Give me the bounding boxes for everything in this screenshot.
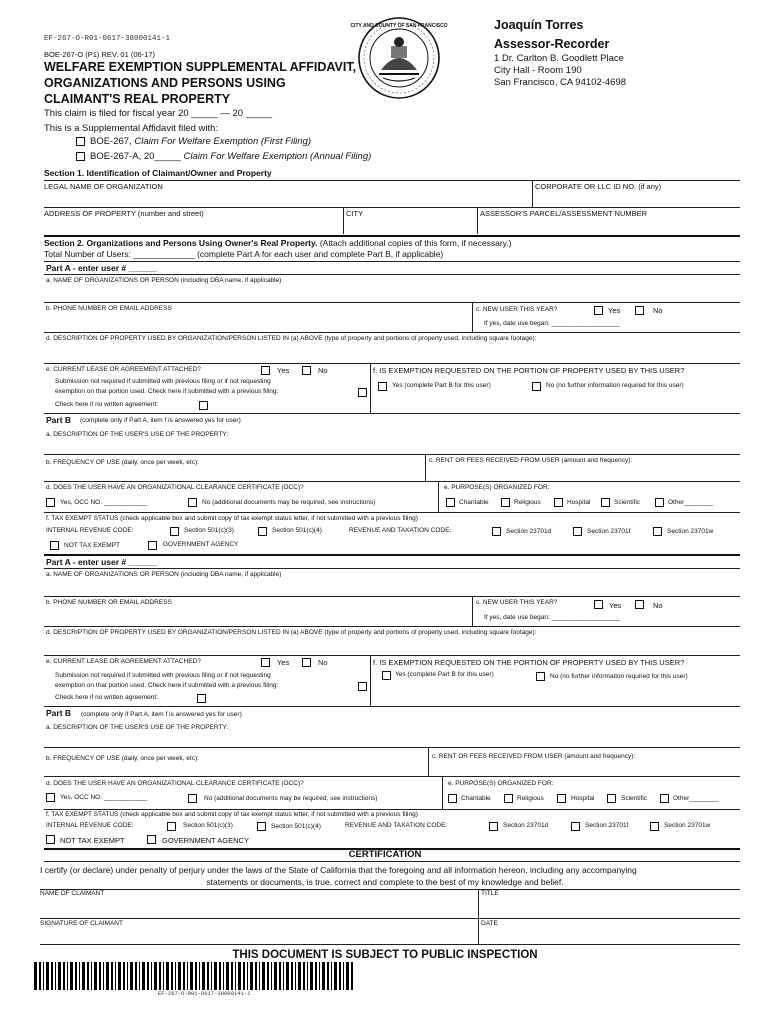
assessor-address-line2: City Hall - Room 190	[494, 65, 582, 76]
charitable-label-2: Charitable	[461, 795, 491, 802]
claimant-title-label: TITLE	[481, 890, 499, 897]
religious-label: Religious	[514, 499, 541, 506]
government-agency-checkbox[interactable]	[148, 541, 157, 550]
exemption-yes-label: Yes (complete Part B for this user)	[392, 382, 491, 389]
lease-yes-label: Yes	[277, 366, 290, 375]
part-a-label-2: Part A - enter user # ______	[46, 557, 157, 567]
new-user-no-checkbox-2[interactable]	[635, 600, 644, 609]
irc-label-2: INTERNAL REVENUE CODE:	[46, 822, 134, 829]
irc-501c3-label: Section 501(c)(3)	[184, 527, 234, 534]
irc-501c4-label-2: Section 501(c)(4)	[271, 823, 321, 830]
frequency-label-2: b. FREQUENCY OF USE (daily, once per week, etc):	[46, 755, 199, 762]
no-written-agreement-checkbox-2[interactable]	[197, 694, 206, 703]
legal-name-label: LEGAL NAME OF ORGANIZATION	[44, 182, 163, 191]
occ-yes-checkbox[interactable]	[46, 498, 55, 507]
boe-267-option: BOE-267, Claim For Welfare Exemption (First Filing)	[90, 136, 312, 147]
rtc-label: REVENUE AND TAXATION CODE:	[349, 527, 452, 534]
lease-note-2-2: exemption on that portion used. Check here if submitted with a previous filing:	[55, 682, 279, 689]
government-agency-label: GOVERNMENT AGENCY	[163, 541, 239, 548]
part-b-label-2: Part B	[46, 708, 72, 718]
hospital-checkbox[interactable]	[554, 498, 563, 507]
not-tax-exempt-label: NOT TAX EXEMPT	[64, 542, 120, 549]
date-use-began: If yes, date use began: ___________________	[484, 320, 621, 327]
assessor-address-line1: 1 Dr. Carlton B. Goodlett Place	[494, 53, 624, 64]
lease-note-3: Check here if no written agreement:	[55, 401, 158, 408]
exemption-requested-label: f. IS EXEMPTION REQUESTED ON THE PORTION OF PROPERTY USED BY THIS USER?	[373, 366, 685, 375]
previous-filing-checkbox-2[interactable]	[358, 682, 367, 691]
irc-501c4-label: Section 501(c)(4)	[272, 527, 322, 534]
occ-label-2: d. DOES THE USER HAVE AN ORGANIZATIONAL CLEARANCE CERTIFICATE (OCC)?	[46, 780, 304, 787]
fiscal-year-line: This claim is filed for fiscal year 20 _____ — 20 _____	[44, 108, 273, 119]
religious-checkbox[interactable]	[501, 498, 510, 507]
exemption-no-label-2: No (no further information required for this user)	[550, 673, 688, 680]
org-name-label-2: a. NAME OF ORGANIZATIONS OR PERSON (including DBA name, if applicable)	[46, 571, 282, 578]
form-code: EF-267-O-R01-0617-38000141-1	[44, 35, 171, 43]
rtc-23701d-label: Section 23701d	[506, 528, 552, 535]
new-user-no-label-2: No	[653, 601, 663, 610]
date-use-began-2: If yes, date use began: ___________________	[484, 614, 621, 621]
assessor-name: Joaquín Torres	[494, 18, 584, 32]
exemption-no-label: No (no further information required for this user)	[546, 382, 684, 389]
new-user-yes-checkbox[interactable]	[594, 306, 603, 315]
lease-note-1: Submission not required if submitted with previous filing or if not requesting	[55, 378, 271, 385]
rtc-23701d-label-2: Section 23701d	[503, 822, 549, 829]
tax-exempt-label: f. TAX EXEMPT STATUS (check applicable box and submit copy of tax exempt status letter, if not submitted with a previous filing)	[46, 515, 418, 522]
rtc-label-2: REVENUE AND TAXATION CODE:	[345, 822, 448, 829]
certification-heading: CERTIFICATION	[348, 849, 422, 860]
government-agency-checkbox-2[interactable]	[147, 835, 156, 844]
scientific-label-2: Scientific	[621, 795, 648, 802]
supplemental-line: This is a Supplemental Affidavit filed with:	[44, 123, 219, 134]
certification-text-line1: I certify (or declare) under penalty of perjury under the laws of the State of California that the foregoing and all information hereon, including any accompanying	[40, 865, 637, 875]
tax-exempt-label-2: f. TAX EXEMPT STATUS (check applicable box and submit copy of tax exempt status letter, if not submitted with a previous filing)	[46, 811, 418, 818]
boe-267-a-option: BOE-267-A, 20_____ Claim For Welfare Exemption (Annual Filing)	[90, 151, 372, 162]
new-user-yes-label: Yes	[608, 306, 621, 315]
rtc-23701f-checkbox-2[interactable]	[571, 822, 580, 831]
new-user-no-label: No	[653, 306, 663, 315]
assessor-address-line3: San Francisco, CA 94102-4698	[494, 77, 627, 88]
hospital-label: Hospital	[567, 499, 591, 506]
rtc-23701w-checkbox[interactable]	[653, 527, 662, 536]
new-user-label-2: c. NEW USER THIS YEAR?	[476, 599, 558, 606]
new-user-label: c. NEW USER THIS YEAR?	[476, 306, 558, 313]
occ-yes-label: Yes, OCC NO. ____________	[60, 499, 148, 506]
religious-checkbox-2[interactable]	[504, 794, 513, 803]
part-b-label: Part B	[46, 415, 72, 425]
no-written-agreement-checkbox[interactable]	[199, 401, 208, 410]
irc-501c4-checkbox[interactable]	[258, 527, 267, 536]
hospital-label-2: Hospital	[571, 795, 595, 802]
property-description-label-2: d. DESCRIPTION OF PROPERTY USED BY ORGANIZATION/PERSON LISTED IN (a) ABOVE (type of property and portions of property used, including square footage):	[46, 629, 537, 636]
exemption-yes-checkbox[interactable]	[378, 382, 387, 391]
other-checkbox-2[interactable]	[660, 794, 669, 803]
irc-501c4-checkbox-2[interactable]	[257, 822, 266, 831]
other-label-2: Other________	[673, 795, 719, 802]
form-title-line1: WELFARE EXEMPTION SUPPLEMENTAL AFFIDAVIT,	[44, 60, 357, 74]
rtc-23701f-label: Section 23701f	[587, 528, 631, 535]
other-checkbox[interactable]	[655, 498, 664, 507]
purposes-label-2: e. PURPOSE(S) ORGANIZED FOR:	[448, 780, 554, 787]
lease-yes-label-2: Yes	[277, 658, 290, 667]
form-title-line3: CLAIMANT'S REAL PROPERTY	[44, 92, 231, 106]
other-label: Other________	[668, 499, 714, 506]
certification-text-line2: statements or documents, is true, correct and complete to the best of my knowledge and belief.	[206, 877, 564, 887]
religious-label-2: Religious	[517, 795, 544, 802]
exemption-requested-label-2: f. IS EXEMPTION REQUESTED ON THE PORTION OF PROPERTY USED BY THIS USER?	[373, 658, 685, 667]
corp-id-label: CORPORATE OR LLC ID NO. (if any)	[535, 182, 662, 191]
phone-email-label-2: b. PHONE NUMBER OR EMAIL ADDRESS	[46, 599, 172, 606]
barcode-caption: EF-267-O-R01-0617-38000141-1	[158, 990, 251, 997]
total-users-line: Total Number of Users: _____________ (complete Part A for each user and complete Part B, if applicable)	[44, 249, 444, 259]
lease-no-checkbox[interactable]	[302, 366, 311, 375]
lease-no-checkbox-2[interactable]	[302, 658, 311, 667]
rtc-23701d-checkbox[interactable]	[492, 527, 501, 536]
city-label: CITY	[346, 209, 364, 218]
charitable-checkbox-2[interactable]	[448, 794, 457, 803]
not-tax-exempt-label-2: NOT TAX EXEMPT	[60, 836, 125, 845]
part-b-note: (complete only if Part A, item f is answered yes for user)	[80, 417, 241, 424]
form-number: BOE-267-O (P1) REV. 01 (06-17)	[44, 50, 156, 59]
boe-267-a-checkbox[interactable]	[76, 152, 85, 161]
scientific-checkbox-2[interactable]	[607, 794, 616, 803]
irc-label: INTERNAL REVENUE CODE:	[46, 527, 134, 534]
occ-yes-label-2: Yes, OCC NO. ____________	[60, 794, 148, 801]
hospital-checkbox-2[interactable]	[557, 794, 566, 803]
form-title-line2: ORGANIZATIONS AND PERSONS USING	[44, 76, 286, 90]
rtc-23701f-checkbox[interactable]	[573, 527, 582, 536]
part-b-note-2: (complete only if Part A, item f is answered yes for user)	[81, 711, 242, 718]
lease-note-3-2: Check here if no written agreement:	[55, 694, 158, 701]
user-use-description-label-2: a. DESCRIPTION OF THE USER'S USE OF THE PROPERTY:	[46, 724, 229, 731]
rtc-23701w-label: Section 23701w	[667, 528, 714, 535]
signature-date-label: DATE	[481, 920, 498, 927]
purposes-label: e. PURPOSE(S) ORGANIZED FOR:	[444, 484, 550, 491]
lease-note-2: exemption on that portion used. Check here if submitted with a previous filing:	[55, 388, 279, 395]
exemption-yes-label-2: Yes (complete Part B for this user)	[395, 671, 494, 678]
part-a-label: Part A - enter user # ______	[46, 263, 157, 273]
occ-yes-checkbox-2[interactable]	[46, 793, 55, 802]
parcel-number-label: ASSESSOR'S PARCEL/ASSESSMENT NUMBER	[480, 209, 648, 218]
section2-heading: Section 2. Organizations and Persons Using Owner's Real Property. (Attach additional copies of this form, if necessary.)	[44, 238, 512, 248]
rtc-23701d-checkbox-2[interactable]	[489, 822, 498, 831]
new-user-yes-label-2: Yes	[609, 601, 622, 610]
occ-no-label: No (additional documents may be required, see instructions)	[202, 499, 376, 506]
lease-note-1-2: Submission not required if submitted with previous filing or if not requesting	[55, 672, 271, 679]
lease-no-label: No	[318, 366, 328, 375]
irc-501c3-label-2: Section 501(c)(3)	[183, 822, 233, 829]
property-description-label: d. DESCRIPTION OF PROPERTY USED BY ORGANIZATION/PERSON LISTED IN (a) ABOVE (type of property and portions of property used, including square footage):	[46, 335, 537, 342]
user-use-description-label: a. DESCRIPTION OF THE USER'S USE OF THE PROPERTY:	[46, 431, 229, 438]
lease-yes-checkbox-2[interactable]	[261, 658, 270, 667]
charitable-label: Charitable	[459, 499, 489, 506]
lease-attached-label-2: e. CURRENT LEASE OR AGREEMENT ATTACHED?	[46, 658, 201, 665]
exemption-no-checkbox-2[interactable]	[536, 672, 545, 681]
barcode-icon	[34, 962, 356, 990]
seal-text: CITY AND COUNTY OF SAN FRANCISCO	[350, 23, 448, 29]
lease-no-label-2: No	[318, 658, 328, 667]
city-seal-icon	[350, 16, 448, 100]
occ-no-checkbox-2[interactable]	[188, 794, 197, 803]
rent-fees-label-2: c. RENT OR FEES RECEIVED FROM USER (amount and frequency):	[432, 753, 636, 760]
new-user-yes-checkbox-2[interactable]	[594, 600, 603, 609]
rtc-23701f-label-2: Section 23701f	[585, 822, 629, 829]
boe-267-checkbox[interactable]	[76, 137, 85, 146]
claimant-name-label: NAME OF CLAIMANT	[40, 890, 105, 897]
occ-no-label-2: No (additional documents may be required, see instructions)	[204, 795, 378, 802]
occ-label: d. DOES THE USER HAVE AN ORGANIZATIONAL CLEARANCE CERTIFICATE (OCC)?	[46, 484, 304, 491]
property-address-label: ADDRESS OF PROPERTY (number and street)	[44, 209, 204, 218]
not-tax-exempt-checkbox[interactable]	[50, 541, 59, 550]
irc-501c3-checkbox[interactable]	[170, 527, 179, 536]
charitable-checkbox[interactable]	[446, 498, 455, 507]
scientific-label: Scientific	[614, 499, 641, 506]
rtc-23701w-label-2: Section 23701w	[664, 822, 711, 829]
org-name-label: a. NAME OF ORGANIZATIONS OR PERSON (including DBA name, if applicable)	[46, 277, 282, 284]
scientific-checkbox[interactable]	[601, 498, 610, 507]
exemption-yes-checkbox-2[interactable]	[382, 671, 391, 680]
lease-attached-label: e. CURRENT LEASE OR AGREEMENT ATTACHED?	[46, 366, 201, 373]
rent-fees-label: c. RENT OR FEES RECEIVED FROM USER (amount and frequency):	[429, 457, 633, 464]
previous-filing-checkbox[interactable]	[358, 388, 367, 397]
claimant-signature-label: SIGNATURE OF CLAIMANT	[40, 920, 123, 927]
government-agency-label-2: GOVERNMENT AGENCY	[162, 836, 249, 845]
section1-heading: Section 1. Identification of Claimant/Owner and Property	[44, 168, 272, 178]
lease-yes-checkbox[interactable]	[261, 366, 270, 375]
public-inspection-notice: THIS DOCUMENT IS SUBJECT TO PUBLIC INSPECTION	[232, 949, 538, 961]
new-user-no-checkbox[interactable]	[635, 306, 644, 315]
exemption-no-checkbox[interactable]	[532, 382, 541, 391]
phone-email-label: b. PHONE NUMBER OR EMAIL ADDRESS	[46, 305, 172, 312]
frequency-label: b. FREQUENCY OF USE (daily, once per week, etc):	[46, 459, 199, 466]
not-tax-exempt-checkbox-2[interactable]	[46, 835, 55, 844]
rtc-23701w-checkbox-2[interactable]	[650, 822, 659, 831]
occ-no-checkbox[interactable]	[188, 498, 197, 507]
irc-501c3-checkbox-2[interactable]	[167, 822, 176, 831]
assessor-title: Assessor-Recorder	[494, 37, 610, 51]
